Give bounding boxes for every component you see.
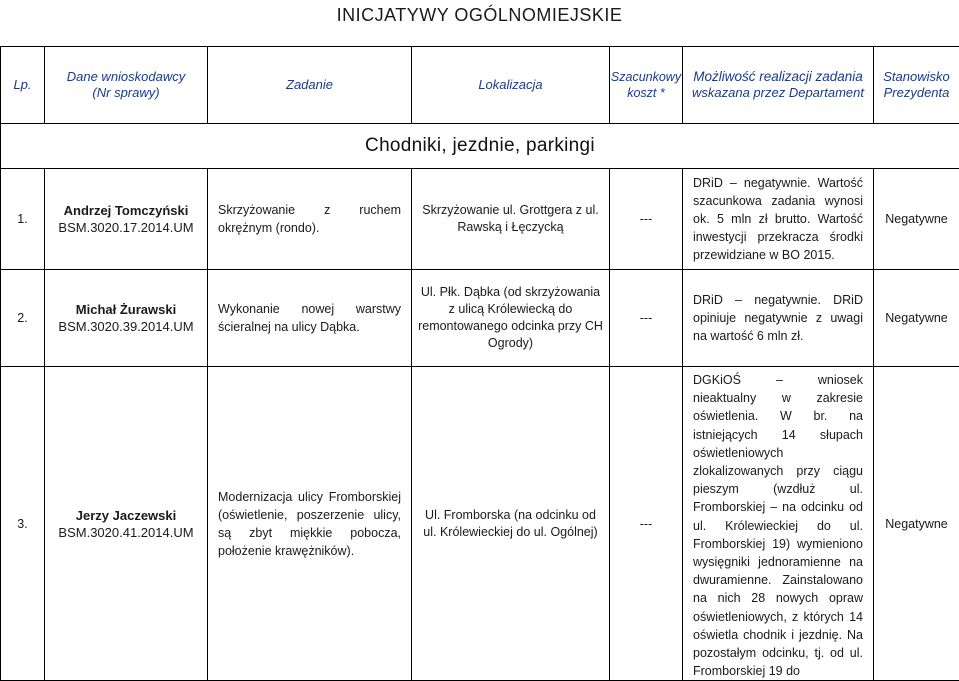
cell-department: DRiD – negatywnie. DRiD opiniuje negatywnie z uwagi na wartość 6 mln zł. <box>683 270 874 367</box>
table-row <box>1 270 959 367</box>
cell-task: Modernizacja ulicy Fromborskiej (oświetlenie, poszerzenie ulicy, są zbyt miękkie pobocza, położenie krawężników). <box>208 367 412 681</box>
cell-location: Ul. Płk. Dąbka (od skrzyżowania z ulicą Królewiecką do remontowanego odcinka przy CH Ogrody) <box>412 270 610 367</box>
initiatives-table <box>0 46 959 681</box>
table-header-row <box>1 47 959 124</box>
header-department-line2: wskazana przez Departament <box>692 85 864 100</box>
header-task: Zadanie <box>208 47 412 124</box>
header-cost: Szacunkowy koszt * <box>610 47 683 124</box>
cell-applicant <box>45 270 208 367</box>
header-position-label: Stanowisko Prezydenta <box>883 69 949 100</box>
applicant-name: Andrzej Tomczyński <box>45 202 207 219</box>
header-department <box>683 47 874 124</box>
header-department-line1: Możliwość realizacji zadania <box>693 69 863 84</box>
case-number: BSM.3020.41.2014.UM <box>58 525 193 540</box>
cell-lp: 1. <box>1 169 45 270</box>
cell-department: DGKiOŚ – wniosek nieaktualny w zakresie oświetlenia. W br. na istniejących 14 słupach oświetleniowych zlokalizowanych przy ciągu pieszym (wzdłuż ul. Fromborskiej – na odcinku od ul. Królewieckiej do ul. Fromborskiej 19) wymieniono wysięgniki jednoramienne na dwuramienne. Zainstalowano na nich 28 nowych opraw oświetleniowych, z których 14 oświetla chodnik i jezdnię. Na pozostałym odcinku, tj. od ul. Fromborskiej 19 do <box>683 367 874 681</box>
header-location: Lokalizacja <box>412 47 610 124</box>
cell-position: Negatywne <box>874 367 959 681</box>
header-applicant <box>45 47 208 124</box>
cell-lp: 2. <box>1 270 45 367</box>
cell-location: Skrzyżowanie ul. Grottgera z ul. Rawską i Łęczycką <box>412 169 610 270</box>
cell-lp: 3. <box>1 367 45 681</box>
section-title: Chodniki, jezdnie, parkingi <box>1 124 959 169</box>
cell-task: Skrzyżowanie z ruchem okrężnym (rondo). <box>208 169 412 270</box>
case-number: BSM.3020.17.2014.UM <box>58 220 193 235</box>
cell-position: Negatywne <box>874 270 959 367</box>
cell-cost: --- <box>610 367 683 681</box>
page-title: INICJATYWY OGÓLNOMIEJSKIE <box>0 2 959 28</box>
applicant-name: Jerzy Jaczewski <box>45 507 207 524</box>
cell-cost: --- <box>610 270 683 367</box>
applicant-name: Michał Żurawski <box>45 301 207 318</box>
cell-department: DRiD – negatywnie. Wartość szacunkowa zadania wynosi ok. 5 mln zł brutto. Wartość inwestycji przekracza środki przewidziane w BO 2015. <box>683 169 874 270</box>
case-number: BSM.3020.39.2014.UM <box>58 319 193 334</box>
cell-location: Ul. Fromborska (na odcinku od ul. Królewieckiej do ul. Ogólnej) <box>412 367 610 681</box>
header-position <box>874 47 959 124</box>
cell-cost: --- <box>610 169 683 270</box>
table-row <box>1 367 959 681</box>
cell-position: Negatywne <box>874 169 959 270</box>
header-applicant-label: Dane wnioskodawcy (Nr sprawy) <box>67 69 186 100</box>
cell-task: Wykonanie nowej warstwy ścieralnej na ulicy Dąbka. <box>208 270 412 367</box>
cell-applicant <box>45 367 208 681</box>
cell-applicant <box>45 169 208 270</box>
table-row <box>1 169 959 270</box>
header-lp: Lp. <box>1 47 45 124</box>
section-row <box>1 124 959 169</box>
